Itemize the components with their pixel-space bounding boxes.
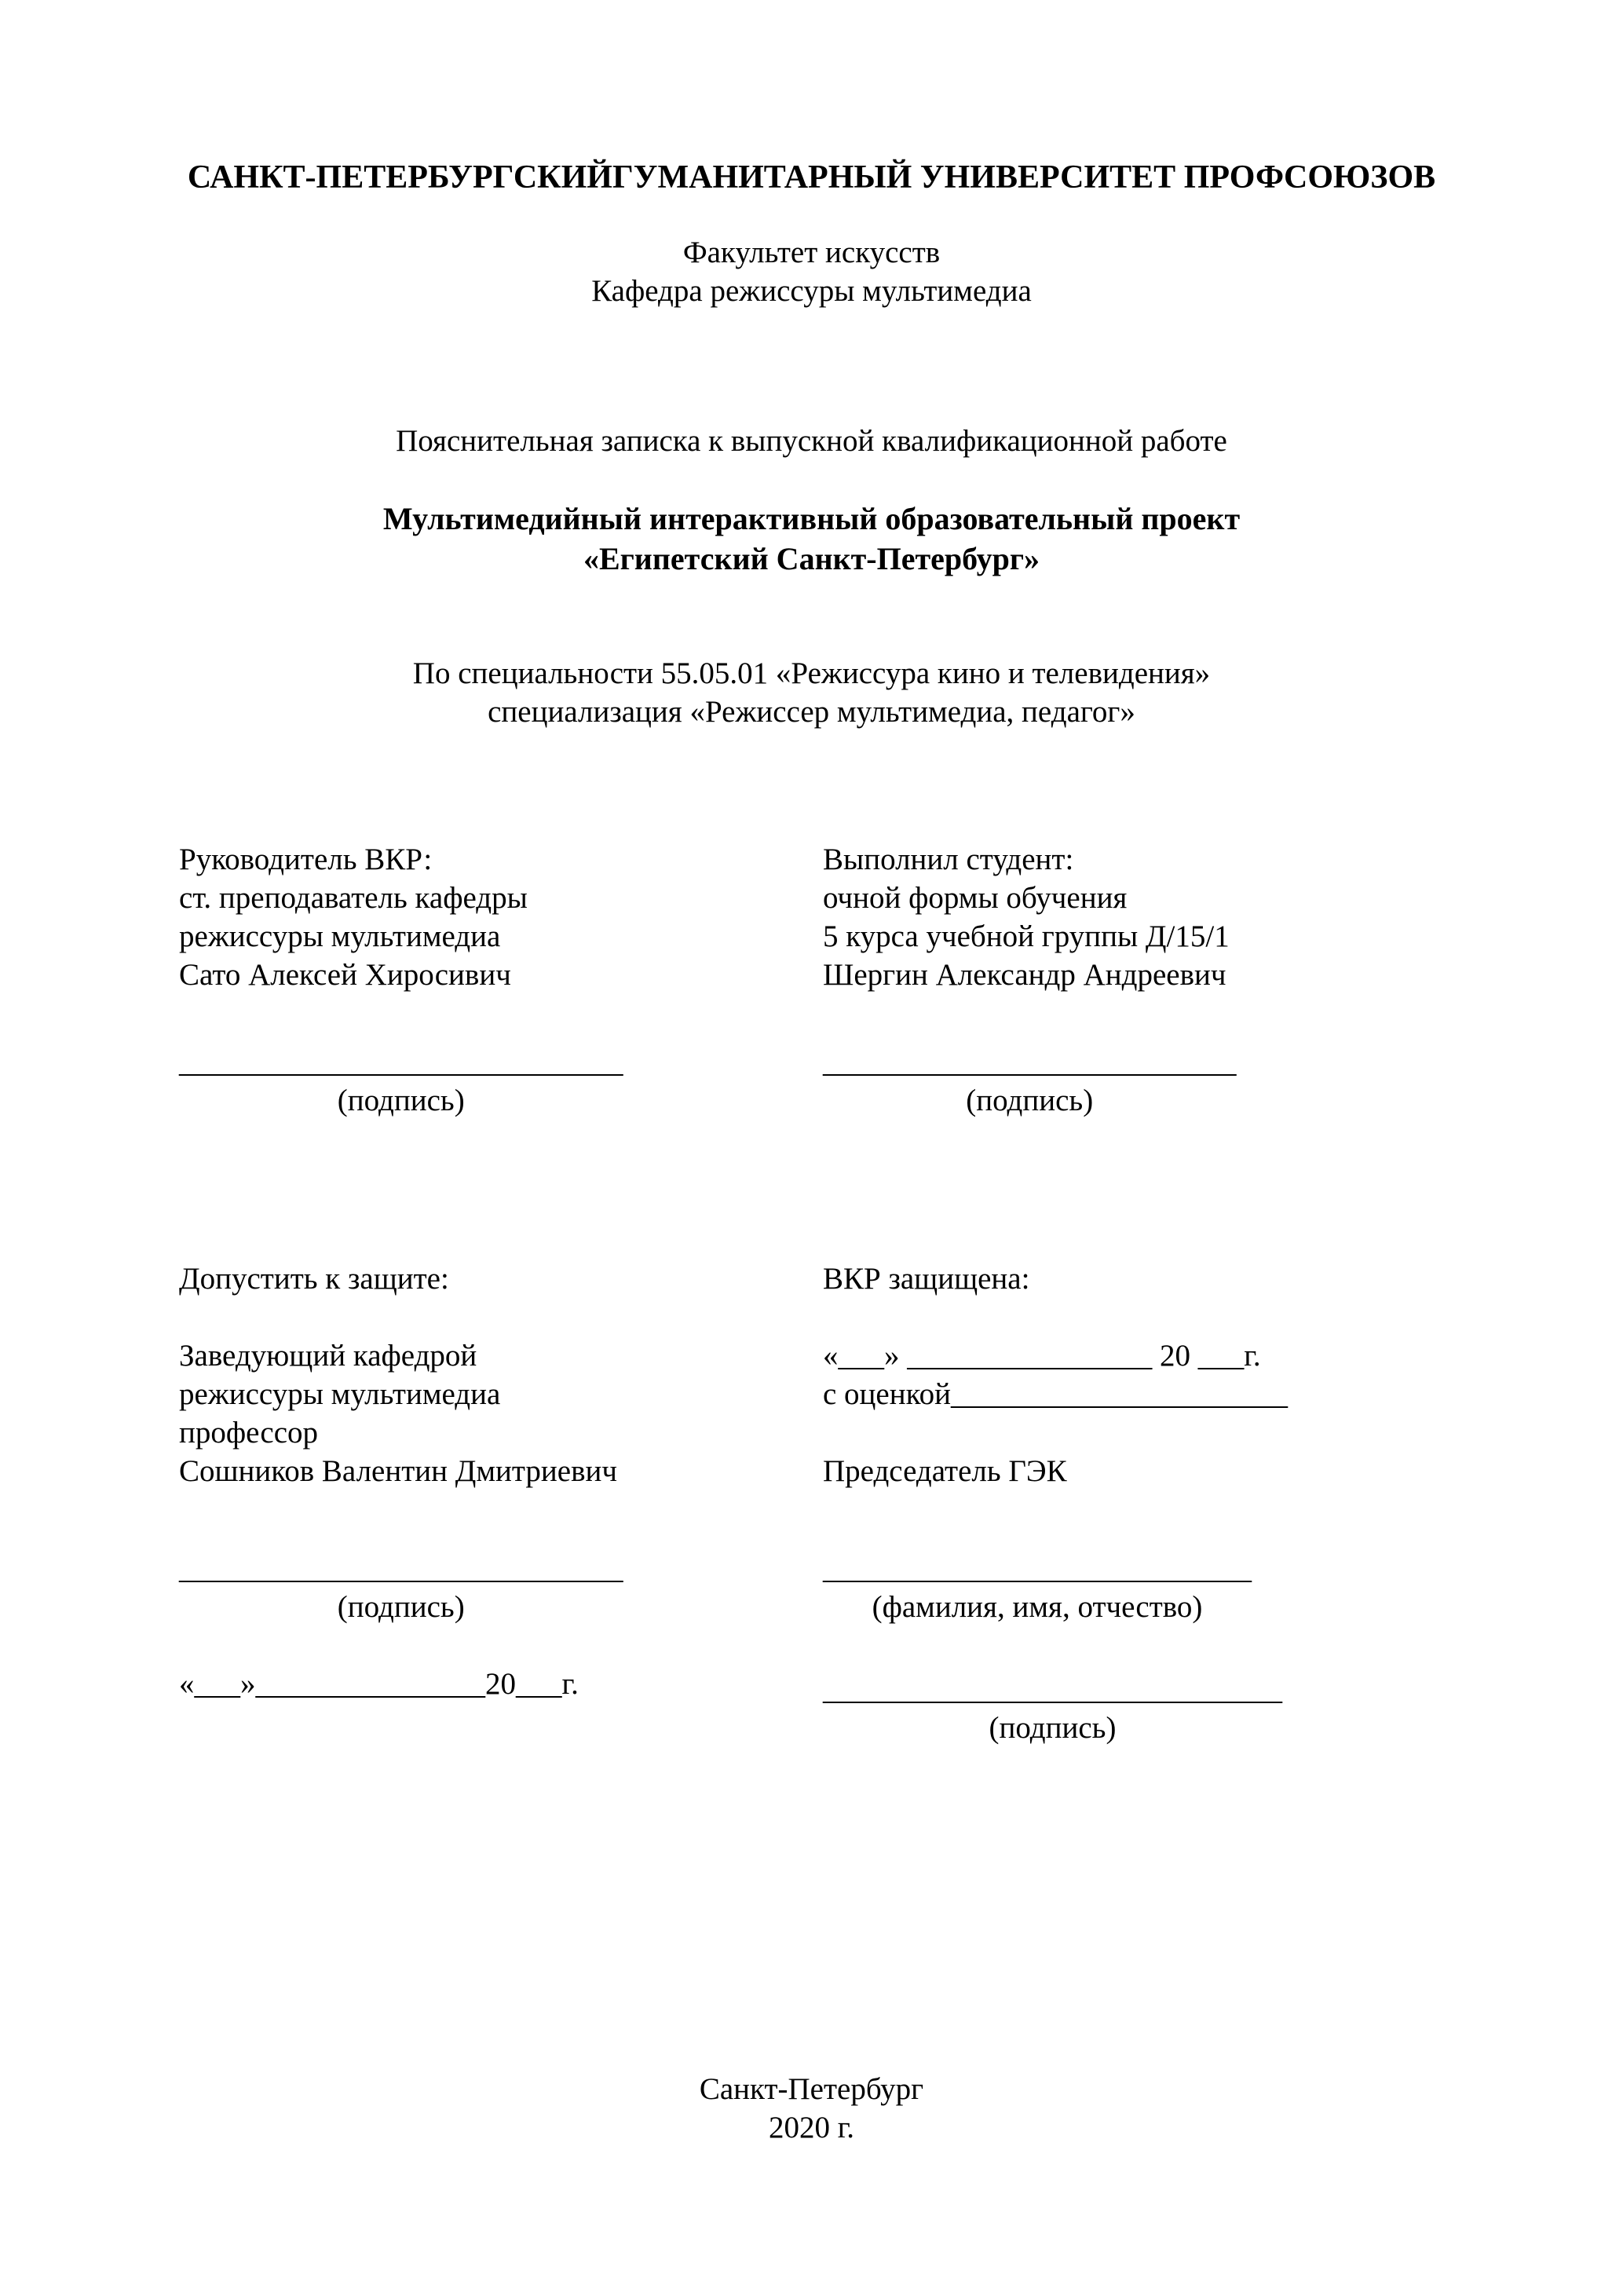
footer-city: Санкт-Петербург [699,2072,924,2106]
faculty-department-block [0,233,1623,310]
admission-signature-line: _____________________________ [179,1552,623,1585]
admission-label: Допустить к защите: [179,1262,449,1296]
defense-chairman-label: Председатель ГЭК [823,1454,1067,1488]
footer-block [0,2070,1623,2147]
work-title-line2: «Египетский Санкт-Петербург» [583,541,1040,576]
student-signature-block [823,1043,1237,1120]
student-signature-line: ___________________________ [823,1045,1237,1079]
work-title-line1: Мультимедийный интерактивный образовательный проект [382,501,1241,536]
supervisor-signature-caption: (подпись) [337,1084,465,1117]
student-role-label: Выполнил студент: [823,843,1074,876]
student-block [823,840,1435,1120]
work-title [0,499,1623,579]
spacer [823,1413,1443,1452]
defense-chairman-name-block [823,1549,1252,1626]
department-name: Кафедра режиссуры мультимедиа [591,274,1032,308]
footer-year: 2020 г. [768,2111,855,2144]
defense-label: ВКР защищена: [823,1262,1030,1296]
supervisor-role-label: Руководитель ВКР: [179,843,433,876]
defense-signature-caption: (подпись) [989,1711,1117,1745]
specialty-block [0,654,1623,731]
spacer [823,1298,1443,1336]
defense-signature-block [823,1670,1282,1747]
supervisor-position-line1: ст. преподаватель кафедры [179,881,528,915]
defense-block [823,1260,1443,1747]
faculty-name: Факультет искусств [682,236,941,269]
student-name: Шергин Александр Андреевич [823,958,1226,992]
admission-position-line1: Заведующий кафедрой [179,1339,477,1373]
supervisor-name: Сато Алексей Хиросивич [179,958,511,992]
specialty-line2: специализация «Режиссер мультимедиа, педагог» [488,695,1135,729]
student-study-form: очной формы обучения [823,881,1128,915]
supervisor-block [179,840,784,1120]
supervisor-signature-line: _____________________________ [179,1045,623,1079]
admission-signature-block [179,1549,623,1626]
student-signature-caption: (подпись) [966,1084,1094,1117]
admission-block [179,1260,784,1703]
defense-chairman-name-line: ____________________________ [823,1552,1252,1585]
university-name: САНКТ-ПЕТЕРБУРГСКИЙГУМАНИТАРНЫЙ УНИВЕРСИТЕТ ПРОФСОЮЗОВ [187,159,1436,196]
admission-position-line2: режиссуры мультимедиа [179,1377,501,1411]
defense-date-line: «___» ________________ 20 ___г. [823,1339,1261,1373]
defense-chairman-name-caption: (фамилия, имя, отчество) [872,1590,1203,1624]
admission-date-line: «___»_______________20___г. [179,1667,579,1701]
student-group: 5 курса учебной группы Д/15/1 [823,919,1230,953]
admission-position-line3: профессор [179,1416,319,1450]
spacer [179,1298,784,1336]
admission-signature-caption: (подпись) [337,1590,465,1624]
admission-head-name: Сошников Валентин Дмитриевич [179,1454,618,1488]
supervisor-position-line2: режиссуры мультимедиа [179,919,501,953]
specialty-line1: По специальности 55.05.01 «Режиссура кино и телевидения» [412,656,1211,690]
defense-grade-line: с оценкой______________________ [823,1377,1288,1411]
defense-signature-line: ______________________________ [823,1673,1282,1706]
document-type: Пояснительная записка к выпускной квалификационной работе [396,424,1227,458]
supervisor-signature-block [179,1043,623,1120]
